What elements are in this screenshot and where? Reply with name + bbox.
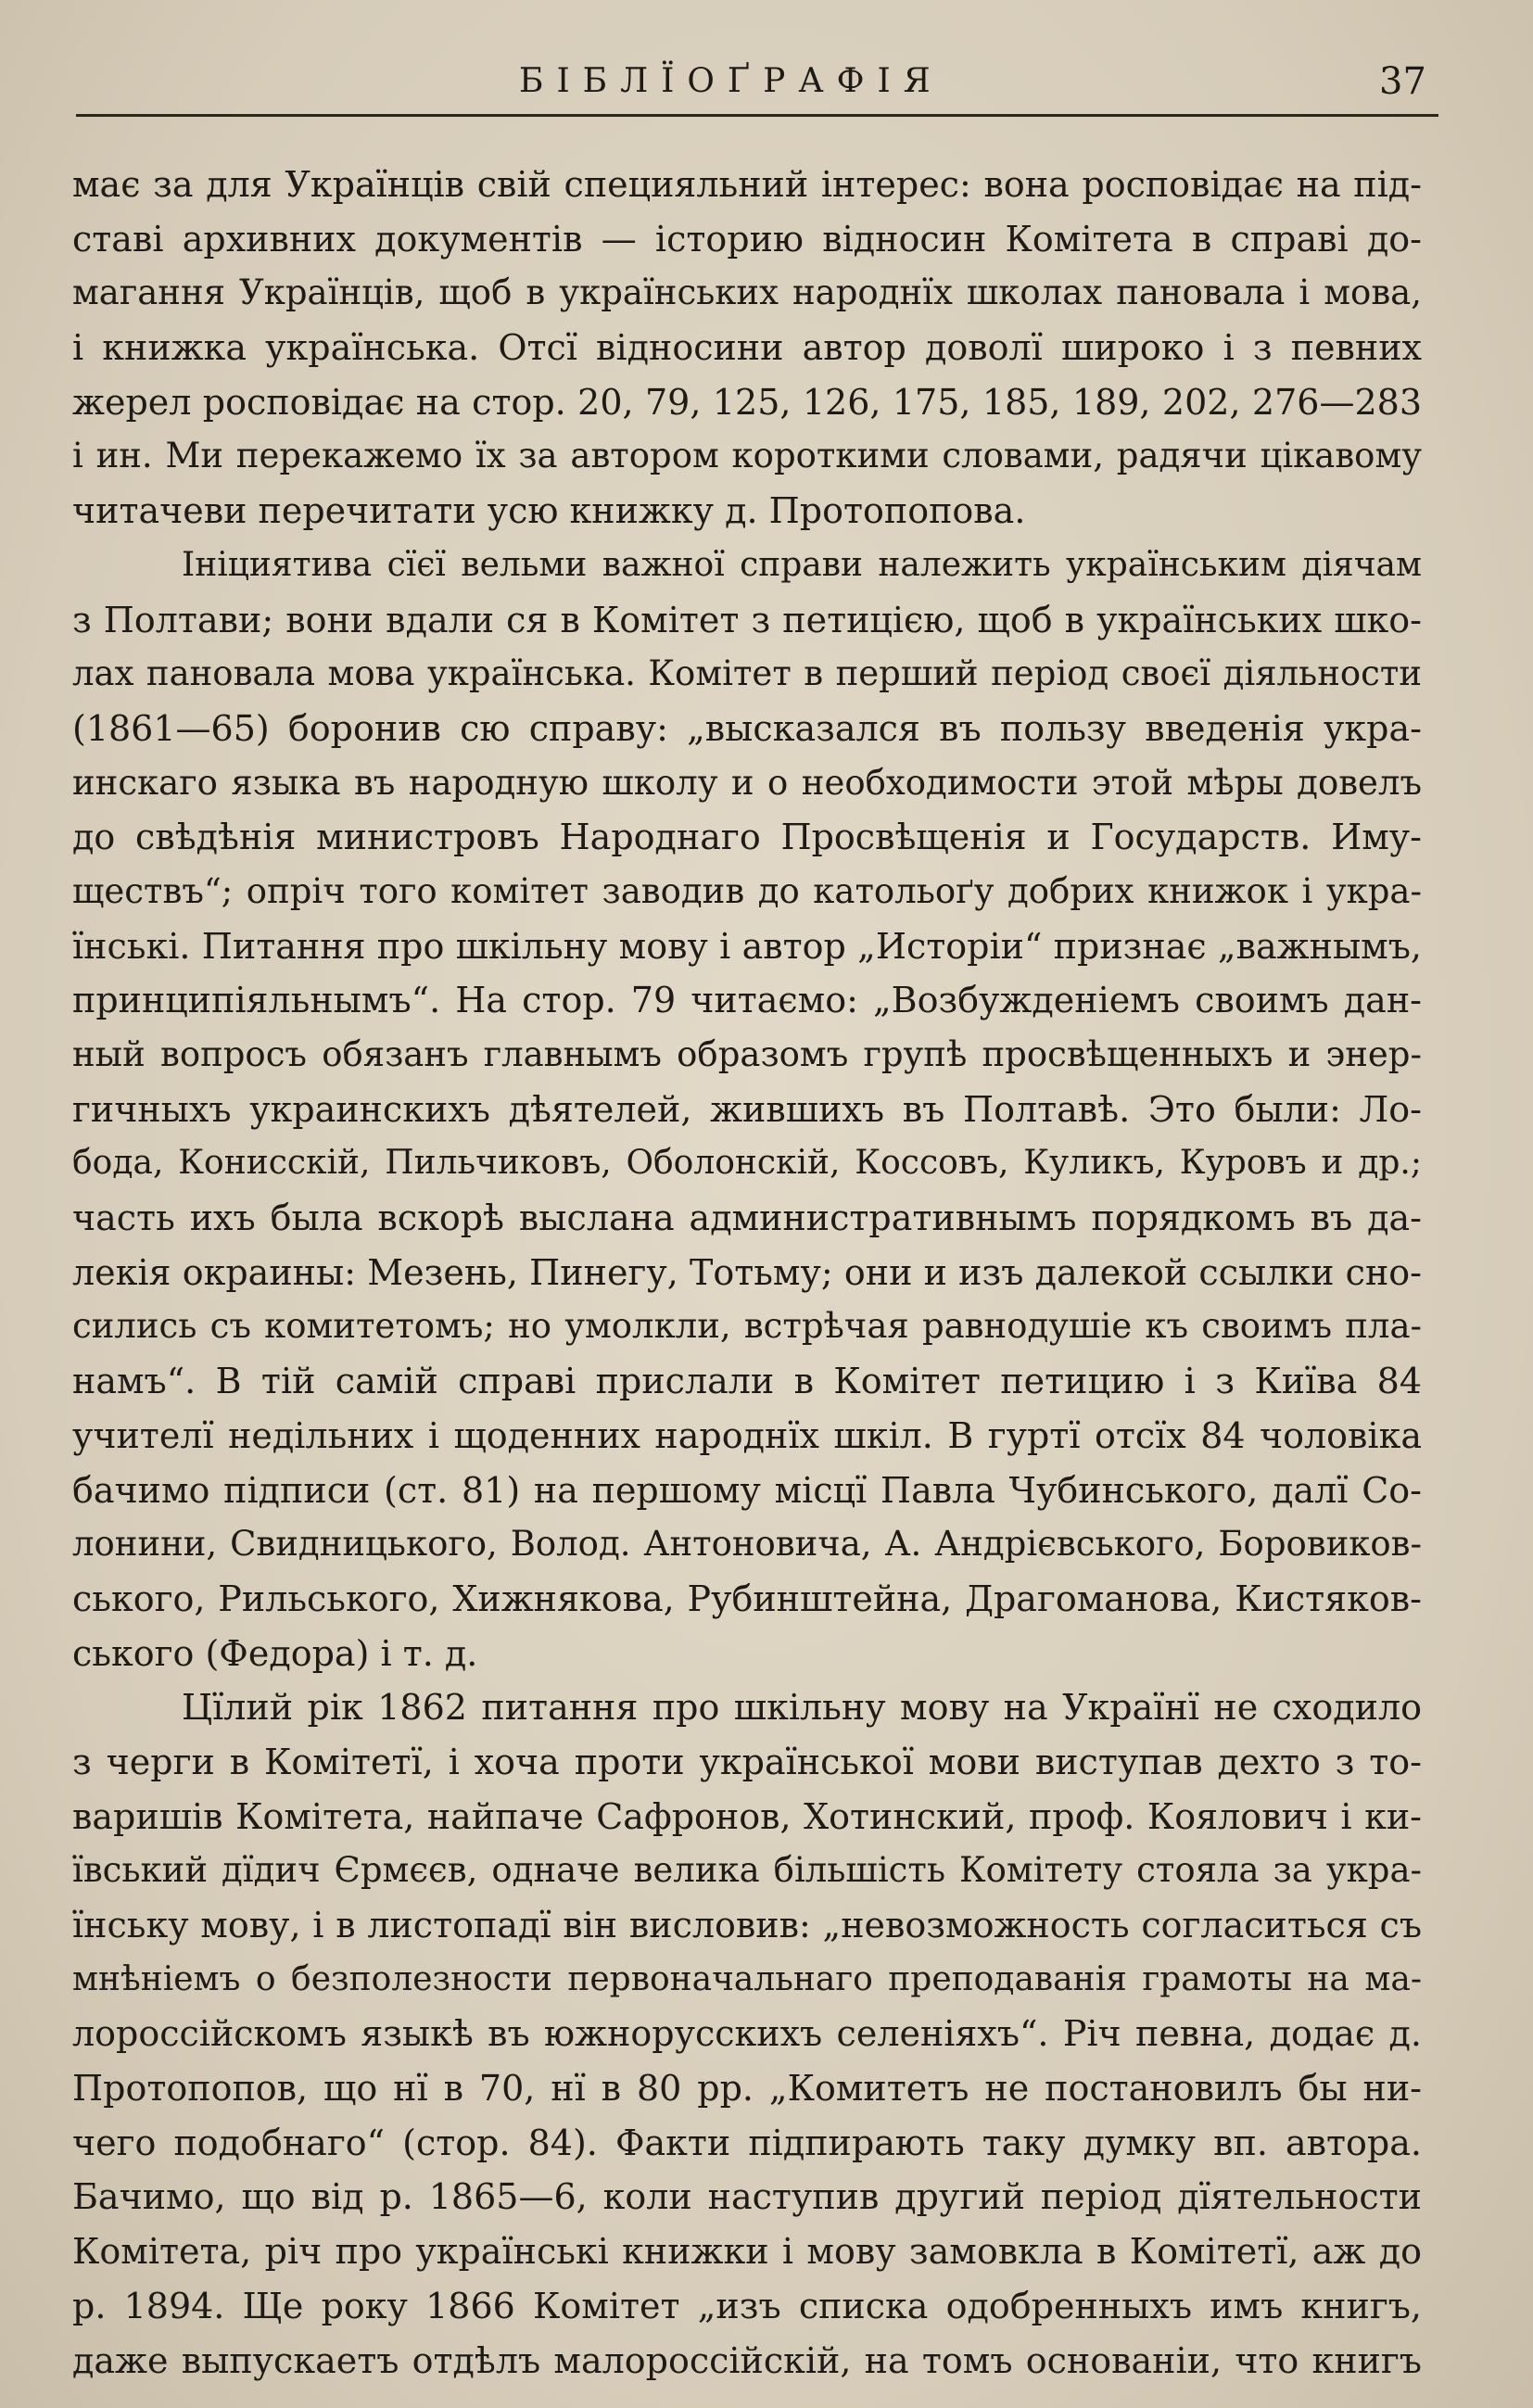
text-line: з Полтави; вони вдали ся в Комітет з петицією, щоб в українських шко- [72, 599, 1422, 640]
text-line: сились съ комитетомъ; но умолкли, встрѣчая равнодушіе къ своимъ пла- [72, 1306, 1422, 1347]
text-line: варишів Комітета, найпаче Сафронов, Хотинский, проф. Коялович і ки- [72, 1795, 1422, 1837]
text-line: Ініциятива сїєї вельми важної справи належить українським діячам [182, 545, 1422, 584]
text-line: лах пановала мова українська. Комітет в перший період своєї діяльности [72, 653, 1422, 694]
text-line: їнську мову, і в листопадї він висловив: „невозможность согласиться съ [72, 1905, 1422, 1945]
text-line: принципіяльнымъ“. На стор. 79 читаємо: „Возбужденіемъ своимъ дан- [72, 980, 1422, 1021]
text-line: бода, Кониcскій, Пильчиковъ, Оболонскій, Коссовъ, Куликъ, Куровъ и др.; [72, 1144, 1422, 1183]
text-line: ївський дїдич Єрмєєв, одначе велика більшість Комітету стояла за укра- [72, 1850, 1422, 1891]
text-line: і ин. Ми перекажемо їх за автором короткими словами, радячи цікавому [72, 436, 1422, 476]
text-line: має за для Українців свій специяльний інтерес: вона росповідає на під- [72, 164, 1422, 205]
running-head [0, 54, 1533, 109]
text-line: ського, Рильського, Хижнякова, Рубинштейна, Драгоманова, Кистяков- [72, 1578, 1422, 1619]
text-line: ського (Федора) і т. д. [72, 1632, 478, 1674]
text-line: з черги в Комітетї, і хоча проти української мови виступав дехто з то- [72, 1741, 1422, 1782]
text-line: ный вопросъ обязанъ главнымъ образомъ групѣ просвѣщенныхъ и энер- [72, 1034, 1422, 1074]
text-line: (1861—65) боронив сю справу: „высказался въ пользу введенія укра- [72, 707, 1422, 749]
text-line: жерел росповідає на стор. 20, 79, 125, 126, 175, 185, 189, 202, 276—283 [72, 381, 1422, 423]
text-line: р. 1894. Ще року 1866 Комітет „изъ списка одобренныхъ имъ книгъ, [72, 2285, 1422, 2326]
text-line: ставі архивних документів — історию відносин Комітета в справі до- [72, 218, 1422, 260]
text-line: Бачимо, що від р. 1865—6, коли наступив другий період дїятельности [72, 2176, 1422, 2218]
text-line: даже выпускаетъ отдѣлъ малороссійскій, на томъ основаніи, что книгъ [72, 2339, 1422, 2381]
text-line: инскаго языка въ народную школу и о необходимости этой мѣры довелъ [72, 762, 1422, 803]
text-line: Комітета, річ про українські книжки і мову замовкла в Комітетї, аж до [72, 2231, 1422, 2273]
text-line: чего подобнаго“ (стор. 84). Факти підпирають таку думку вп. автора. [72, 2122, 1422, 2163]
text-line: намъ“. В тій самій справі прислали в Комітет петицию і з Київа 84 [72, 1361, 1422, 1402]
text-line: ществъ“; опріч того комітет заводив до катольоґу добрих книжок і укра- [72, 870, 1422, 911]
text-line: Протопопов, що нї в 70, нї в 80 рр. „Комитетъ не постановилъ бы ни- [72, 2068, 1422, 2110]
text-line: Цїлий рік 1862 питання про шкільну мову на Українї не сходило [182, 1687, 1422, 1729]
text-line: лороссійскомъ языкѣ въ южнорусскихъ селеніяхъ“. Річ певна, додає д. [72, 2013, 1422, 2055]
text-line: магання Українців, щоб в українських народнїх школах пановала і мова, [72, 272, 1422, 313]
text-line: і книжка українська. Отсї відносини автор доволї широко і з певних [72, 327, 1422, 369]
text-line: лекія окраины: Мезень, Пинегу, Тотьму; они и изъ далекой ссылки сно- [72, 1251, 1422, 1293]
text-line: гичныхъ украинскихъ дѣятелей, жившихъ въ Полтавѣ. Это были: Ло- [72, 1088, 1422, 1130]
text-line: мнѣніемъ о безполезности первоначальнаго преподаванія грамоты на ма- [72, 1959, 1422, 1998]
running-title: БІБЛЇОҐРАФІЯ [519, 62, 944, 100]
body-text [72, 158, 1422, 2388]
text-line: лонини, Свидницького, Волод. Антоновича, А. Андрієвського, Боровиков- [72, 1524, 1422, 1565]
text-line: учителї недільних і щоденних народнїх шкіл. В гуртї отсїх 84 чоловіка [72, 1414, 1422, 1456]
text-line: до свѣдѣнія министровъ Народнаго Просвѣщенія и Государств. Иму- [72, 817, 1422, 858]
text-line: їнські. Питання про шкільну мову і автор „Исторіи“ признає „важнымъ, [72, 925, 1422, 967]
text-line: читачеви перечитати усю книжку д. Протопопова. [72, 490, 1026, 532]
text-line: бачимо підписи (ст. 81) на першому місцї Павла Чубинського, далї Со- [72, 1469, 1422, 1511]
header-rule [76, 114, 1438, 117]
text-line: часть ихъ была вскорѣ выслана административнымъ порядкомъ въ да- [72, 1198, 1422, 1239]
page-number: 37 [1379, 60, 1426, 103]
